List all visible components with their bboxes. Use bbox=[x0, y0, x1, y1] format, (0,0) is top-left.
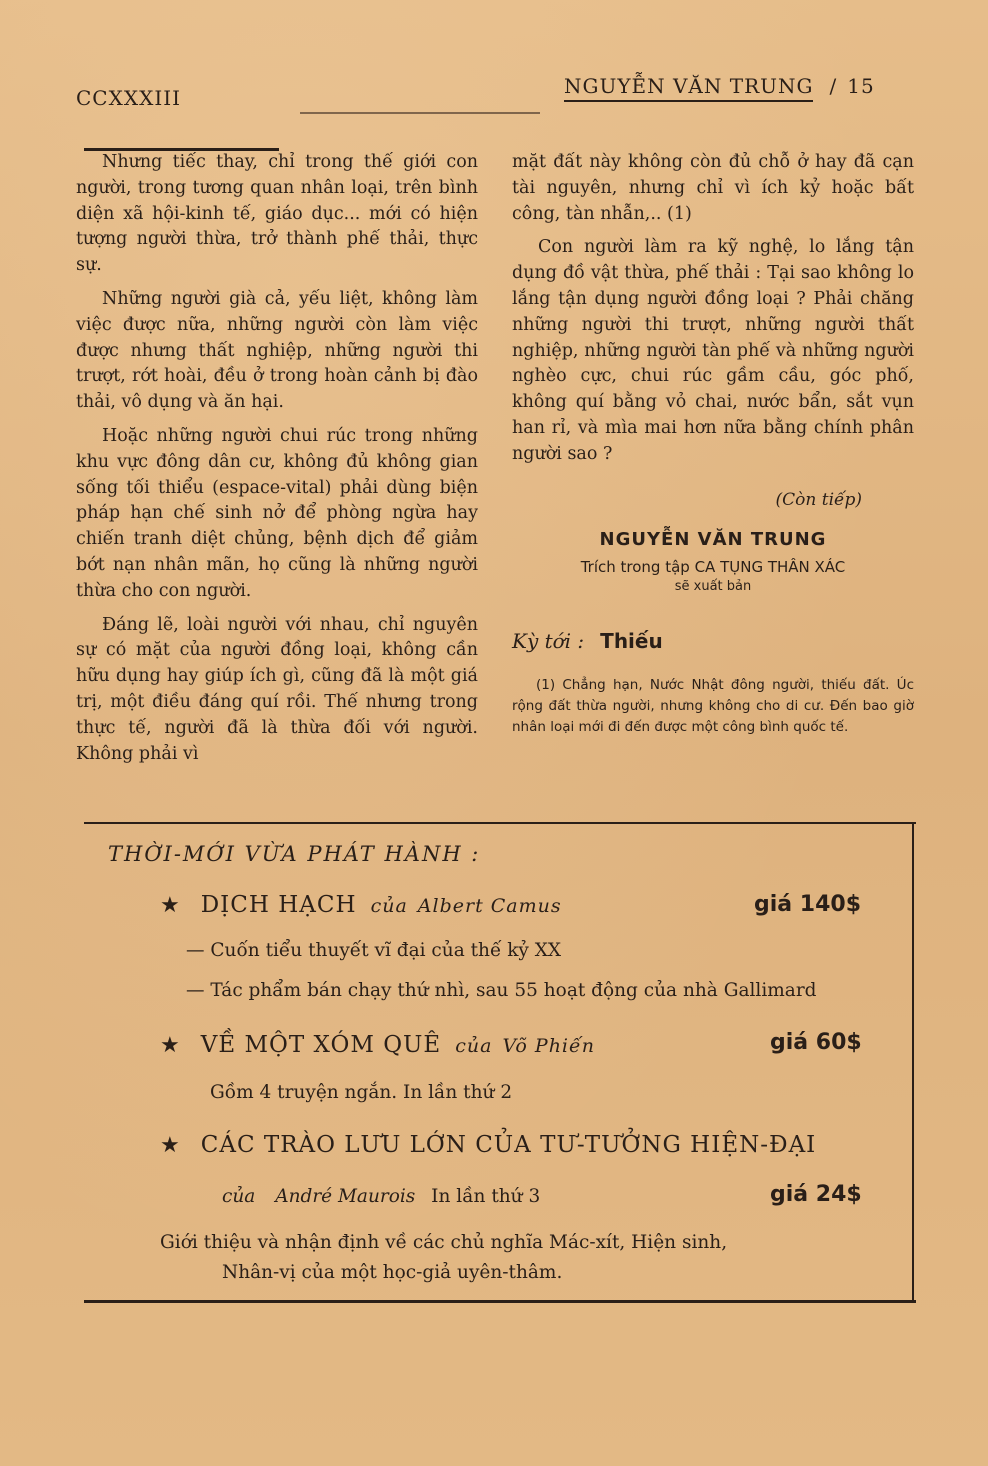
book-edition: In lần thứ 3 bbox=[431, 1186, 541, 1207]
book-title: VỀ MỘT XÓM QUÊ bbox=[200, 1032, 442, 1058]
next-issue-label: Kỳ tới : bbox=[512, 629, 585, 654]
book-title: DỊCH HẠCH bbox=[200, 892, 357, 918]
book-description: Giới thiệu và nhận định về các chủ nghĩa Mác-xít, Hiện sinh, bbox=[160, 1232, 728, 1253]
page-number: 15 bbox=[847, 74, 875, 98]
right-column bbox=[512, 150, 914, 738]
book-entry bbox=[160, 892, 562, 918]
announcement-bottom-rule bbox=[84, 1300, 916, 1303]
paragraph: Hoặc những người chui rúc trong những khu vực đông dân cư, không đủ không gian sống tối thiểu (espace-vital) phải dùng biện pháp hạn chế sinh nở để phòng ngừa hay chiến tranh diệt chủng, bệnh dịch để giảm bớt nạn nhân mãn, họ cũng là những người thừa cho con người. bbox=[76, 425, 478, 601]
book-author: Võ Phiến bbox=[502, 1035, 595, 1057]
book-price: giá 24$ bbox=[770, 1182, 862, 1207]
book-byline bbox=[222, 1186, 540, 1207]
book-description: — Tác phẩm bán chạy thứ nhì, sau 55 hoạt động của nhà Gallimard bbox=[186, 980, 817, 1001]
book-author: André Maurois bbox=[275, 1186, 416, 1207]
header-rule bbox=[300, 112, 540, 114]
book-by: của bbox=[370, 895, 408, 917]
paragraph: mặt đất này không còn đủ chỗ ở hay đã cạn tài nguyên, nhưng chỉ vì ích kỷ hoặc bất công, tàn nhẫn,.. (1) bbox=[512, 152, 914, 224]
paragraph: Nhưng tiếc thay, chỉ trong thế giới con người, trong tương quan nhân loại, trên bình diện xã hội-kinh tế, giáo dục... mới có hiện tượng người thừa, trở thành phế thải, thực sự. bbox=[76, 152, 478, 276]
book-entry bbox=[160, 1132, 816, 1158]
header-author: NGUYỄN VĂN TRUNG bbox=[564, 74, 813, 102]
book-price: giá 140$ bbox=[754, 892, 862, 917]
book-by: của bbox=[455, 1035, 493, 1057]
left-column bbox=[76, 150, 478, 775]
to-be-continued: (Còn tiếp) bbox=[775, 489, 862, 510]
running-header bbox=[564, 74, 875, 98]
paragraph: Đáng lẽ, loài người với nhau, chỉ nguyên sự có mặt của người đồng loại, không cần hữu dụng hay giúp ích gì, cũng đã là một giá trị, một điều đáng quí rồi. Thế nhưng trong thực tế, người đã là thừa đối với người. Không phải vì bbox=[76, 614, 478, 764]
next-issue bbox=[512, 629, 914, 655]
book-description: — Cuốn tiểu thuyết vĩ đại của thế kỷ XX bbox=[186, 940, 562, 961]
paragraph: Con người làm ra kỹ nghệ, lo lắng tận dụng đồ vật thừa, phế thải : Tại sao không lo lắng tận dụng người đồng loại ? Phải chăng những người thi trượt, những người thất nghiệp, những người tàn phế và những người nghèo cực, chui rúc gầm cầu, góc phố, không quí bằng vỏ chai, nước bẩn, sắt vụn han rỉ, và mìa mai hơn nữa bằng chính phân người sao ? bbox=[512, 237, 914, 464]
footnote: (1) Chẳng hạn, Nước Nhật đông người, thiếu đất. Úc rộng đất thừa người, nhưng không cho di cư. Đến bao giờ nhân loại mới đi đến được một công bình quốc tế. bbox=[512, 676, 914, 735]
excerpt-note bbox=[512, 557, 914, 597]
article-signature: NGUYỄN VĂN TRUNG bbox=[599, 529, 827, 551]
book-author: Albert Camus bbox=[417, 895, 562, 917]
star-icon: ★ bbox=[160, 1133, 181, 1158]
book-price: giá 60$ bbox=[770, 1030, 862, 1055]
announcement-heading: THỜI-MỚI VỪA PHÁT HÀNH : bbox=[108, 842, 481, 866]
issue-number: CCXXXIII bbox=[76, 86, 182, 110]
announcement-right-rule bbox=[912, 824, 914, 1302]
book-by: của bbox=[222, 1186, 256, 1207]
book-title: CÁC TRÀO LƯU LỚN CỦA TƯ-TƯỞNG HIỆN-ĐẠI bbox=[200, 1132, 817, 1158]
announcement-top-rule bbox=[84, 822, 916, 824]
book-description: Gồm 4 truyện ngắn. In lần thứ 2 bbox=[210, 1082, 513, 1103]
excerpt-line: sẽ xuất bản bbox=[674, 579, 752, 595]
header-slash: / bbox=[829, 74, 838, 98]
book-description: Nhân-vị của một học-giả uyên-thâm. bbox=[222, 1262, 563, 1283]
book-entry bbox=[160, 1032, 595, 1058]
next-issue-value: Thiếu bbox=[600, 629, 663, 654]
book-description-block bbox=[160, 1228, 860, 1288]
star-icon: ★ bbox=[160, 1033, 181, 1058]
excerpt-line: Trích trong tập CA TỤNG THÂN XÁC bbox=[580, 558, 846, 577]
paragraph: Những người già cả, yếu liệt, không làm việc được nữa, những người còn làm việc được nhưng thất nghiệp, những người thi trượt, rớt hoài, đều ở trong hoàn cảnh bị đào thải, vô dụng và ăn hại. bbox=[76, 288, 478, 413]
star-icon: ★ bbox=[160, 893, 181, 918]
